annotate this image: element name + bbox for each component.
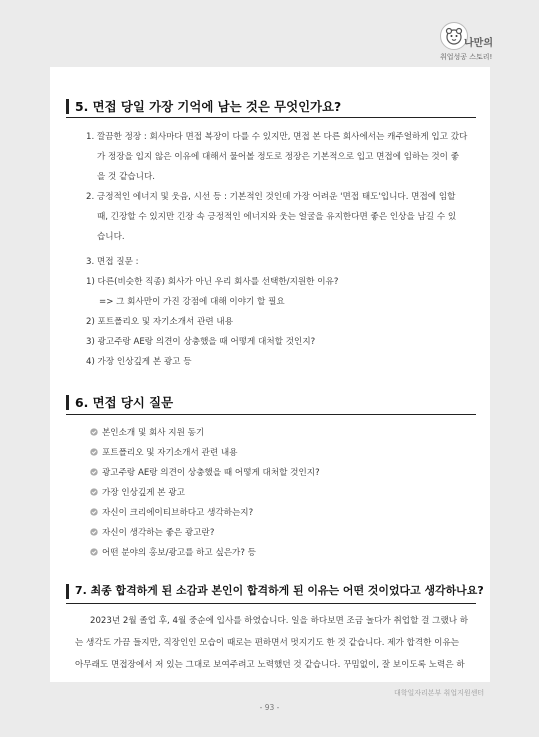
section-7-title: 7. 최종 합격하게 된 소감과 본인이 합격하게 된 이유는 어떤 것이었다고 생각하나요? xyxy=(75,584,484,597)
check-circle-icon xyxy=(90,488,98,496)
list-item-text: 자신이 크리에이티브하다고 생각하는지? xyxy=(102,508,254,518)
brand-logo xyxy=(436,18,536,66)
section-7-heading xyxy=(66,582,484,604)
list-item-text: 포트폴리오 및 자기소개서 관련 내용 xyxy=(102,448,238,458)
paragraph-line: 1. 깔끔한 정장 : 회사마다 면접 복장이 다를 수 있지만, 면접 본 다른 회사에서는 캐주얼하게 입고 갔다 xyxy=(86,132,468,142)
heading-bar xyxy=(66,584,69,599)
paragraph-line: 는 생각도 가끔 들지만, 직장인인 모습이 때로는 편하면서 멋지기도 한 것 같습니다. 제가 합격한 이유는 xyxy=(75,638,460,648)
brand-subtitle: 취업성공 스토리! xyxy=(440,53,493,61)
section-5-heading xyxy=(66,97,476,118)
list-item xyxy=(90,526,214,538)
list-item-text: 어떤 분야의 홍보/광고를 하고 싶은가? 등 xyxy=(102,548,256,558)
paragraph-line: 2023년 2월 졸업 후, 4월 중순에 입사를 하였습니다. 일을 하다보면 조금 놀다가 취업할 걸 그랬나 하 xyxy=(90,616,469,626)
list-item-text: 본인소개 및 회사 지원 동기 xyxy=(102,428,205,438)
footer-org: 대학일자리본부 취업지원센터 xyxy=(394,689,485,697)
heading-bar xyxy=(66,99,69,114)
section-6-title: 6. 면접 당시 질문 xyxy=(75,395,174,410)
list-item-text: 자신이 생각하는 좋은 광고란? xyxy=(102,528,215,538)
check-circle-icon xyxy=(90,468,98,476)
check-circle-icon xyxy=(90,428,98,436)
page-number: - 93 - xyxy=(259,703,280,712)
paragraph-line: 3. 면접 질문 : xyxy=(86,257,139,267)
paragraph-line: 아무래도 면접장에서 저 있는 그대로 보여주려고 노력했던 것 같습니다. 꾸밈없이, 잘 보이도록 노력은 하 xyxy=(75,660,465,670)
paragraph-line: 4) 가장 인상깊게 본 광고 등 xyxy=(86,357,192,367)
paragraph-line: 가 정장을 입지 않은 이유에 대해서 물어볼 정도로 정장은 기본적으로 입고 면접에 임하는 것이 좋 xyxy=(97,152,460,162)
section-6-heading xyxy=(66,393,476,415)
heading-bar xyxy=(66,395,69,410)
paragraph-line: 1) 다른(비슷한 직종) 회사가 아닌 우리 회사를 선택한/지원한 이유? xyxy=(86,277,339,287)
list-item xyxy=(90,426,204,438)
brand-title: 나만의 xyxy=(464,38,493,49)
paragraph-line: 때, 긴장할 수 있지만 긴장 속 긍정적인 에너지와 웃는 얼굴을 유지한다면 좋은 인상을 남길 수 있 xyxy=(97,212,457,222)
paragraph-line: 3) 광고주랑 AE랑 의견이 상충했을 때 어떻게 대처할 것인지? xyxy=(86,337,316,347)
paragraph-line: => 그 회사만이 가진 강점에 대해 이야기 할 필요 xyxy=(99,297,285,307)
paragraph-line: 2. 긍정적인 에너지 및 웃음, 시선 등 : 기본적인 것인데 가장 어려운 '면접 태도'입니다. 면접에 임할 xyxy=(86,192,456,202)
section-5-title: 5. 면접 당일 가장 기억에 남는 것은 무엇인가요? xyxy=(75,99,342,114)
list-item xyxy=(90,486,185,498)
list-item xyxy=(90,466,320,478)
paragraph-line: 2) 포트폴리오 및 자기소개서 관련 내용 xyxy=(86,317,234,327)
list-item xyxy=(90,446,237,458)
list-item xyxy=(90,506,253,518)
check-circle-icon xyxy=(90,508,98,516)
list-item-text: 가장 인상깊게 본 광고 xyxy=(102,488,185,498)
list-item-text: 광고주랑 AE랑 의견이 상충했을 때 어떻게 대처할 것인지? xyxy=(102,468,320,478)
paragraph-line: 습니다. xyxy=(97,232,125,242)
check-circle-icon xyxy=(90,448,98,456)
list-item xyxy=(90,546,256,558)
check-circle-icon xyxy=(90,548,98,556)
paragraph-line: 을 것 같습니다. xyxy=(97,172,156,182)
check-circle-icon xyxy=(90,528,98,536)
